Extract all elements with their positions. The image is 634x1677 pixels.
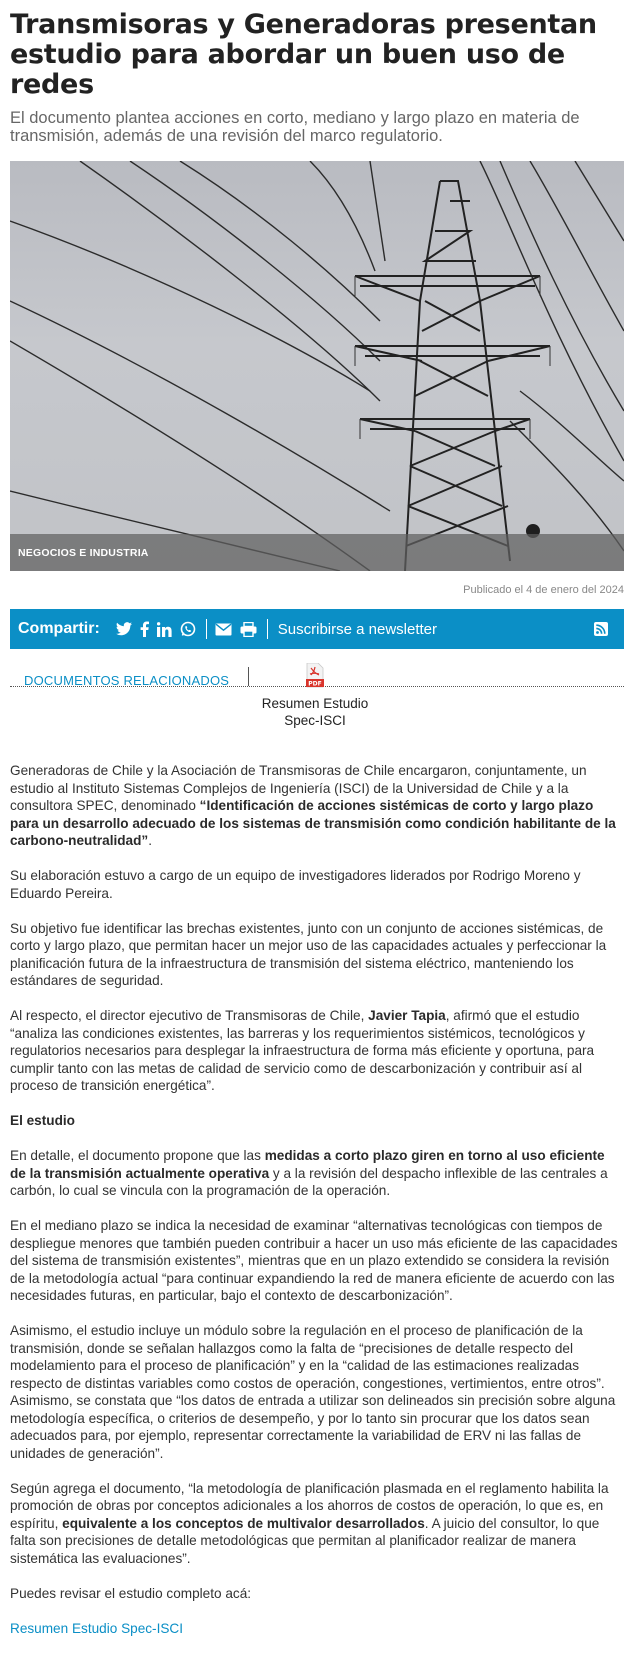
category-label[interactable]: NEGOCIOS E INDUSTRIA xyxy=(18,547,149,559)
article-subtitle: El documento plantea acciones en corto, mediano y largo plazo en materia de transmisión, además de una revisión del marco regulatorio. xyxy=(10,109,580,145)
related-document-link[interactable]: Resumen Estudio Spec-ISCI xyxy=(261,696,369,728)
pdf-icon[interactable] xyxy=(305,663,325,689)
share-divider xyxy=(267,619,268,639)
paragraph: Puedes revisar el estudio completo acá: xyxy=(10,1585,252,1601)
share-divider xyxy=(206,619,207,639)
facebook-icon[interactable] xyxy=(140,621,149,637)
paragraph xyxy=(10,1620,624,1638)
paragraph: Generadoras de Chile y la Asociación de Transmisoras de Chile encargaron, conjuntamente, un estudio al Instituto Sistemas Complejos de Ingeniería (ISCI) de la Universidad de Chile y a la consultora SPEC, denominado “Identificación de acciones sistémicas de corto y largo plazo para un desarrollo adecuado de los sistemas de transmisión como condición habilitante de la carbono-neutralidad”. xyxy=(10,763,616,848)
share-bar xyxy=(10,609,624,649)
paragraph: En detalle, el documento propone que las medidas a corto plazo giren en torno al uso eficiente de la transmisión actualmente operativa y a la revisión del despacho inflexible de las centrales a carbón, lo cual se vincula con la programación de la operación. xyxy=(10,1148,608,1198)
paragraph: Su elaboración estuvo a cargo de un equipo de investigadores liderados por Rodrigo Moreno y Eduardo Pereira. xyxy=(10,868,581,901)
paragraph: Asimismo, el estudio incluye un módulo sobre la regulación en el proceso de planificación de la transmisión, donde se señalan hallazgos como la falta de “precisiones de detalle respecto del modelamiento para el proceso de planificación” y en la “calidad de las estimaciones realizadas respecto de distintas variables como costos de operación, congestiones, vertimientos, entre otros”. Asimismo, se constata que “los datos de entrada a utilizar son delineados sin precisión sobre alguna metodología específica, o criterios de desempeño, y por lo tanto sin procurar que los datos sean adecuados para, por ejemplo, representar correctamente la variabilidad de ERV ni las fallas de unidades de generación”. xyxy=(10,1323,616,1461)
article-body xyxy=(10,762,624,1637)
mail-icon[interactable] xyxy=(215,623,232,636)
paragraph: Su objetivo fue identificar las brechas existentes, junto con un conjunto de acciones sistémicas, de corto y largo plazo, que permitan hacer un mejor uso de las capacidades actuales y perfeccionar la planificación futura de la infraestructura de transmisión del sistema eléctrico, manteniendo los estándares de seguridad. xyxy=(10,920,607,988)
print-icon[interactable] xyxy=(240,622,257,637)
paragraph: En el mediano plazo se indica la necesidad de examinar “alternativas tecnológicas con tiempos de despliegue menores que también pueden contribuir a hacer un uso más eficiente de las capacidades del sistema de transmisión existentes”, mientras que en un plazo extendido se considera la revisión de la metodología actual “para continuar expandiendo la red de manera eficiente de acuerdo con las necesidades futuras, en particular, bajo el contexto de descarbonización”. xyxy=(10,1218,618,1303)
hero-image xyxy=(10,161,624,571)
tab-related-documents[interactable]: DOCUMENTOS RELACIONADOS xyxy=(24,673,230,688)
docs-tab-separator xyxy=(248,667,249,686)
paragraph: Según agrega el documento, “la metodología de planificación plasmada en el reglamento habilita la promoción de obras por conceptos adicionales a los ahorros de costos de operación, lo que es, en espíritu, equivalente a los conceptos de multivalor desarrollados. A juicio del consultor, lo que falta son precisiones de detalle metodológicas que permitan al planificador realizar de manera sistemática las evaluaciones”. xyxy=(10,1480,609,1566)
publish-date: Publicado el 4 de enero del 2024 xyxy=(463,584,624,596)
rss-icon[interactable] xyxy=(594,622,608,636)
whatsapp-icon[interactable] xyxy=(180,621,196,637)
related-documents xyxy=(10,661,624,739)
pdf-badge: PDF xyxy=(308,680,322,688)
newsletter-link[interactable]: Suscribirse a newsletter xyxy=(277,620,438,638)
study-link[interactable]: Resumen Estudio Spec-ISCI xyxy=(10,1620,184,1636)
transmission-tower-image xyxy=(10,161,624,571)
twitter-icon[interactable] xyxy=(116,622,132,636)
paragraph: Al respecto, el director ejecutivo de Transmisoras de Chile, Javier Tapia, afirmó que el estudio “analiza las condiciones existentes, las barreras y los requerimientos sistémicos, tecnológicos y regulatorios necesarios para desplegar la infraestructura de forma más eficiente y oportuna, para cumplir tanto con las metas de calidad de servicio como de descarbonización y contribuir así al proceso de transición energética”. xyxy=(10,1008,595,1093)
section-heading: El estudio xyxy=(10,1113,75,1128)
linkedin-icon[interactable] xyxy=(157,622,172,637)
share-label: Compartir: xyxy=(18,620,100,637)
article-title: Transmisoras y Generadoras presentan estudio para abordar un buen uso de redes xyxy=(10,9,597,100)
